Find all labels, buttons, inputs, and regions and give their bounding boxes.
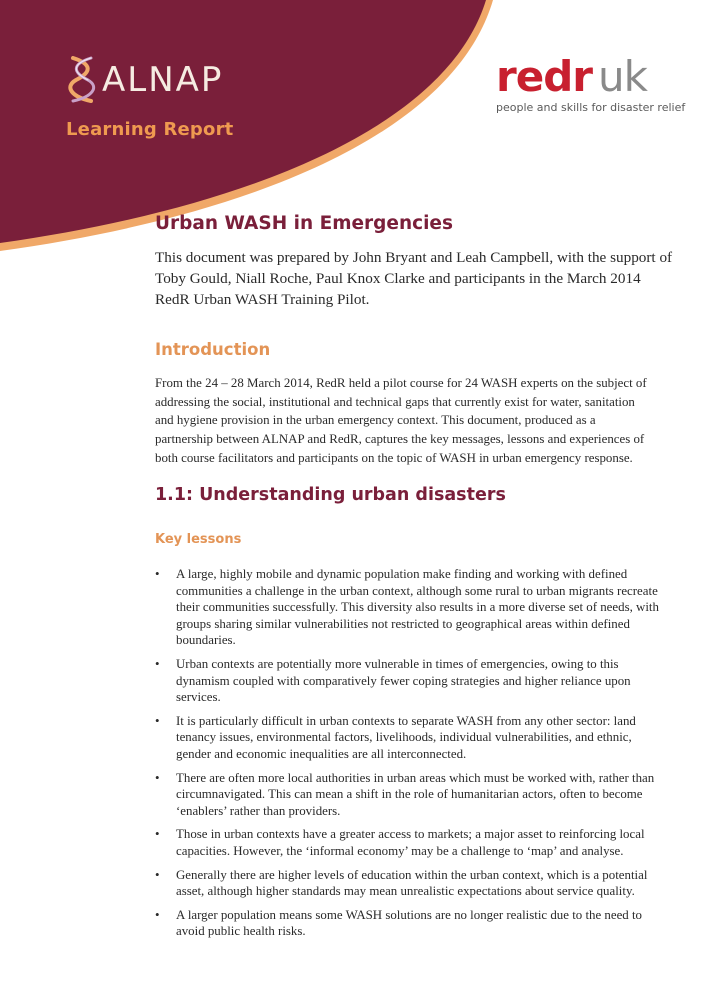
redr-wordmark-red: redr — [496, 52, 592, 101]
bullet-icon: • — [155, 867, 160, 882]
bullet-icon: • — [155, 656, 160, 671]
alnap-helix-icon — [64, 56, 100, 104]
redr-wordmark-grey: uk — [597, 52, 647, 101]
lesson-item — [155, 867, 660, 900]
lesson-item — [155, 826, 660, 859]
redr-uk-logo — [496, 52, 686, 114]
key-lessons-subheading: Key lessons — [155, 532, 242, 547]
bullet-icon: • — [155, 770, 160, 785]
lesson-item — [155, 907, 660, 940]
lesson-item — [155, 713, 660, 763]
lesson-item — [155, 656, 660, 706]
alnap-logo — [64, 56, 223, 104]
lesson-text: It is particularly difficult in urban contexts to separate WASH from any other sector: land tenancy issues, environmental factors, livelihoods, individual vulnerabilities, and ethnic, gender and economic inequalities are all interconnected. — [176, 713, 636, 761]
redr-wordmark — [496, 52, 685, 101]
introduction-paragraph: From the 24 – 28 March 2014, RedR held a pilot course for 24 WASH experts on the subject of addressing the social, institutional and technical gaps that currently exist for water, sanitation and hygiene provision in the urban emergency context. This document, produced as a partnership between ALNAP and RedR, captures the key messages, lessons and experiences of both course facilitators and participants on the topic of WASH in urban emergency response. — [155, 376, 647, 465]
introduction-heading: Introduction — [155, 340, 271, 359]
bullet-icon: • — [155, 713, 160, 728]
lesson-text: Generally there are higher levels of education within the urban context, which is a potential asset, although higher standards may mean unrealistic expectations about service quality. — [176, 867, 648, 899]
document-title: Urban WASH in Emergencies — [155, 213, 453, 234]
redr-tagline: people and skills for disaster relief — [496, 101, 686, 114]
lesson-text: Those in urban contexts have a greater access to markets; a major asset to reinforcing local capacities. However, the ‘informal economy’ may be a challenge to ‘map’ and analyse. — [176, 827, 645, 858]
lesson-text: A larger population means some WASH solutions are no longer realistic due to the need to avoid public health risks. — [176, 907, 642, 939]
lesson-text: A large, highly mobile and dynamic population make finding and working with defined communities a challenge in the urban context, although some rural to urban migrants recreate their communities successfully. This diversity also results in a more diverse set of needs, with groups sharing similar vulnerabilities not restricted to geographical areas within defined boundaries. — [176, 567, 659, 648]
bullet-icon: • — [155, 567, 160, 581]
report-type-label: Learning Report — [66, 119, 234, 140]
authorship-statement: This document was prepared by John Bryant and Leah Campbell, with the support of Toby Gould, Niall Roche, Paul Knox Clarke and participants in the March 2014 RedR Urban WASH Training Pilot. — [155, 249, 673, 308]
key-lessons-list — [155, 566, 660, 947]
lesson-text: There are often more local authorities in urban areas which must be worked with, rather than circumnavigated. This can mean a shift in the role of humanitarian actors, often to become ‘enablers’ rather than providers. — [176, 770, 655, 818]
section-heading: 1.1: Understanding urban disasters — [155, 485, 506, 505]
lesson-item — [155, 770, 660, 820]
lesson-item — [155, 566, 660, 649]
lesson-text: Urban contexts are potentially more vulnerable in times of emergencies, owing to this dynamism coupled with comparatively fewer coping strategies and higher reliance upon services. — [176, 656, 631, 705]
bullet-icon: • — [155, 907, 160, 922]
alnap-wordmark: ALNAP — [102, 60, 224, 100]
bullet-icon: • — [155, 827, 160, 842]
